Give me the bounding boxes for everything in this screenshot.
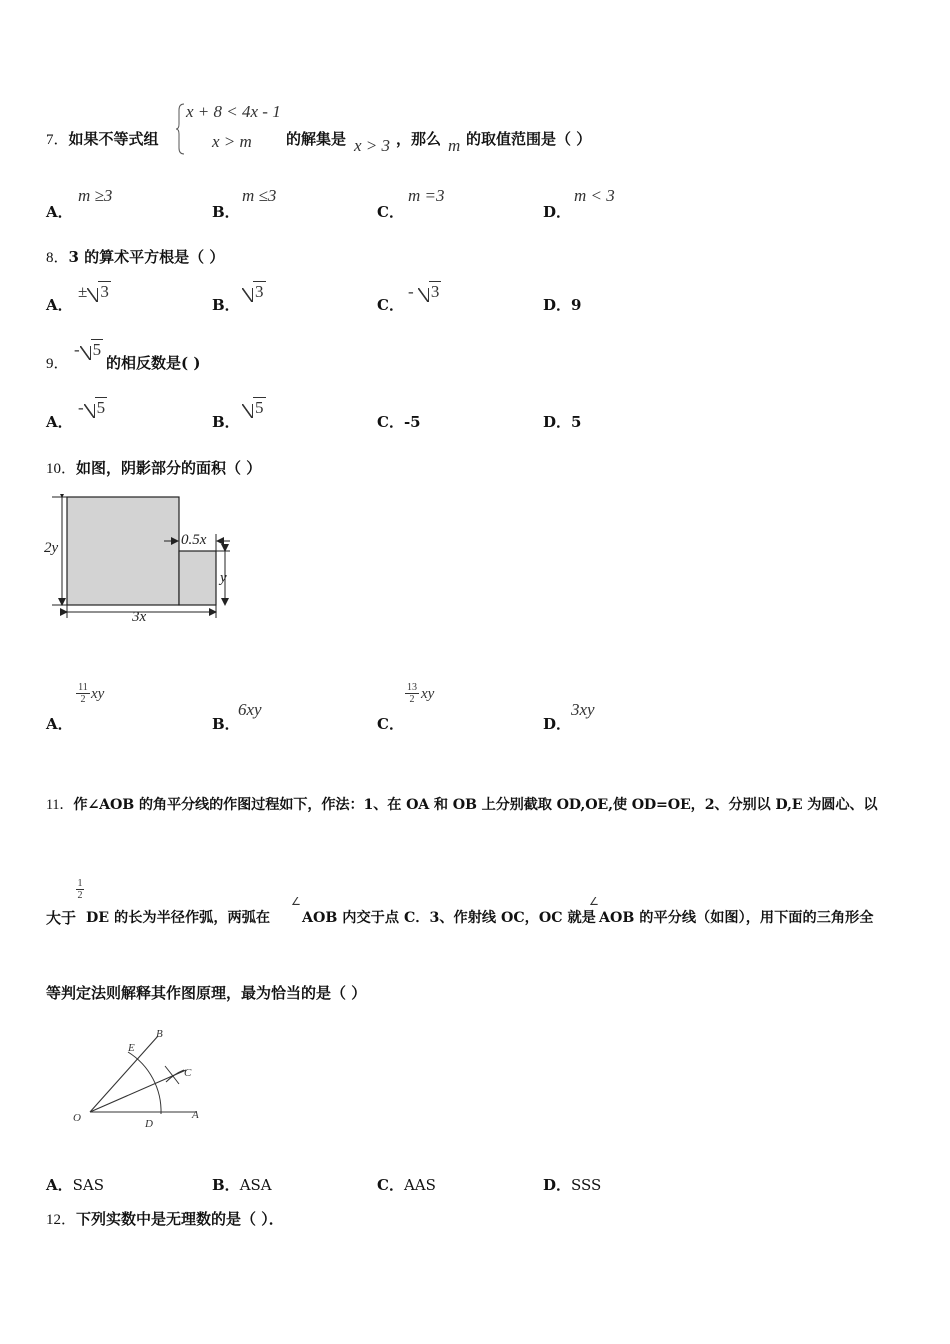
option-a-value: xy bbox=[91, 686, 105, 702]
option-b-value: 6xy bbox=[238, 700, 262, 719]
option-a[interactable]: A． bbox=[46, 413, 73, 431]
question-number: 8． bbox=[46, 250, 69, 266]
option-a-value: - 5 bbox=[78, 398, 106, 417]
angle-bisector-figure bbox=[68, 1026, 218, 1130]
question-number: 9． bbox=[46, 356, 69, 372]
system-line-1: x + 8 < 4x - 1 bbox=[186, 102, 281, 121]
question-text-4: 的取值范围是（ ） bbox=[466, 130, 592, 148]
option-d-value: 3xy bbox=[571, 700, 595, 719]
question-text-3: ，那么 bbox=[396, 130, 442, 148]
angle-symbol: ∠ bbox=[589, 896, 599, 908]
option-c-value: - 3 bbox=[408, 282, 440, 301]
question-12 bbox=[46, 1208, 284, 1229]
option-b-value: m ≤3 bbox=[242, 186, 277, 205]
option-b[interactable]: B． bbox=[212, 413, 240, 431]
sqrt-symbol: 3 bbox=[87, 282, 111, 302]
option-b[interactable]: B． bbox=[212, 203, 240, 221]
label-0-5x: 0.5x bbox=[181, 532, 207, 548]
option-a[interactable]: A． bbox=[46, 296, 73, 314]
option-c-value: xy bbox=[421, 686, 435, 702]
question-8 bbox=[46, 246, 224, 267]
option-d-value: m < 3 bbox=[574, 186, 615, 205]
option-c[interactable]: C． bbox=[377, 296, 404, 314]
question-text: 下列实数中是无理数的是（ ）． bbox=[76, 1210, 284, 1228]
ray-ob bbox=[90, 1036, 158, 1112]
inequality-system bbox=[176, 102, 286, 156]
question-11-line-3: 等判定法则解释其作图原理，最为恰当的是（ ） bbox=[46, 984, 367, 1002]
question-text: 的相反数是( ) bbox=[106, 354, 201, 372]
option-d[interactable]: D．9 bbox=[543, 296, 582, 314]
question-9-expression: - 5 bbox=[74, 340, 102, 359]
option-a[interactable]: A．SAS bbox=[46, 1176, 105, 1194]
question-7 bbox=[46, 128, 159, 149]
label-d: D bbox=[145, 1118, 153, 1130]
option-d[interactable]: D．5 bbox=[543, 413, 582, 431]
question-11-line-2c: AOB 内交于点 C．3、作射线 OC，OC 就是 bbox=[302, 910, 596, 926]
sqrt-symbol: 3 bbox=[242, 282, 266, 302]
question-number: 10． bbox=[46, 461, 77, 477]
question-10 bbox=[46, 457, 261, 478]
option-d[interactable]: D． bbox=[543, 715, 572, 733]
option-b[interactable]: B． bbox=[212, 296, 240, 314]
option-c[interactable]: C．AAS bbox=[377, 1176, 436, 1194]
sqrt-symbol: 3 bbox=[418, 282, 442, 302]
question-11-line-2b: DE 的长为半径作弧，两弧在 bbox=[86, 910, 271, 926]
question-11-line-2d: AOB 的平分线（如图），用下面的三角形全 bbox=[599, 910, 874, 926]
question-11-line-2a: 大于 bbox=[46, 909, 77, 927]
option-a-value: ± 3 bbox=[78, 282, 109, 301]
label-3x: 3x bbox=[132, 609, 147, 624]
option-c[interactable]: C． bbox=[377, 715, 404, 733]
question-text: 如图，阴影部分的面积（ ） bbox=[76, 459, 262, 477]
question-number: 12． bbox=[46, 1212, 77, 1228]
option-a-fraction: 11 2 bbox=[76, 682, 90, 705]
sqrt-symbol: 5 bbox=[80, 340, 104, 360]
label-o: O bbox=[73, 1112, 81, 1124]
small-rectangle bbox=[179, 551, 216, 605]
label-e: E bbox=[128, 1042, 135, 1054]
question-9 bbox=[46, 352, 69, 373]
large-rectangle bbox=[67, 497, 179, 605]
question-11-line-1 bbox=[46, 794, 877, 814]
question-number: 7． bbox=[46, 132, 69, 148]
option-b[interactable]: B．ASA bbox=[212, 1176, 272, 1194]
half-fraction: 1 2 bbox=[77, 878, 83, 901]
question-number: 11． bbox=[46, 797, 74, 813]
label-2y: 2y bbox=[44, 540, 59, 556]
label-b: B bbox=[156, 1028, 163, 1040]
variable-m: m bbox=[448, 136, 461, 155]
option-a[interactable]: A． bbox=[46, 715, 73, 733]
question-text-2: 的解集是 bbox=[286, 130, 347, 148]
option-b[interactable]: B． bbox=[212, 715, 240, 733]
option-c-fraction: 13 2 bbox=[407, 682, 417, 705]
option-d[interactable]: D． bbox=[543, 203, 572, 221]
option-c-value: m =3 bbox=[408, 186, 445, 205]
solution-expression: x > 3 bbox=[354, 136, 391, 155]
brace-icon bbox=[176, 102, 186, 156]
option-d[interactable]: D．SSS bbox=[543, 1176, 602, 1194]
label-a: A bbox=[192, 1109, 199, 1121]
option-b-value bbox=[242, 282, 266, 302]
question-text: 如果不等式组 bbox=[68, 130, 159, 148]
label-c: C bbox=[184, 1067, 192, 1079]
ray-oc bbox=[90, 1070, 186, 1112]
option-b-value bbox=[242, 398, 266, 418]
question-text: 3 的算术平方根是（ ） bbox=[68, 248, 225, 266]
option-a-value: m ≥3 bbox=[78, 186, 113, 205]
option-c[interactable]: C．-5 bbox=[377, 413, 421, 431]
option-c[interactable]: C． bbox=[377, 203, 404, 221]
option-a[interactable]: A． bbox=[46, 203, 73, 221]
sqrt-symbol: 5 bbox=[84, 398, 108, 418]
sqrt-symbol: 5 bbox=[242, 398, 266, 418]
label-y: y bbox=[220, 570, 227, 586]
angle-symbol: ∠ bbox=[291, 896, 301, 908]
system-line-2: x > m bbox=[212, 132, 252, 151]
area-figure bbox=[44, 494, 244, 624]
question-text: 作∠AOB 的角平分线的作图过程如下，作法：1、在 OA 和 OB 上分别截取 OD,OE,使 OD=OE，2、分别以 D,E 为圆心、以 bbox=[73, 797, 878, 813]
